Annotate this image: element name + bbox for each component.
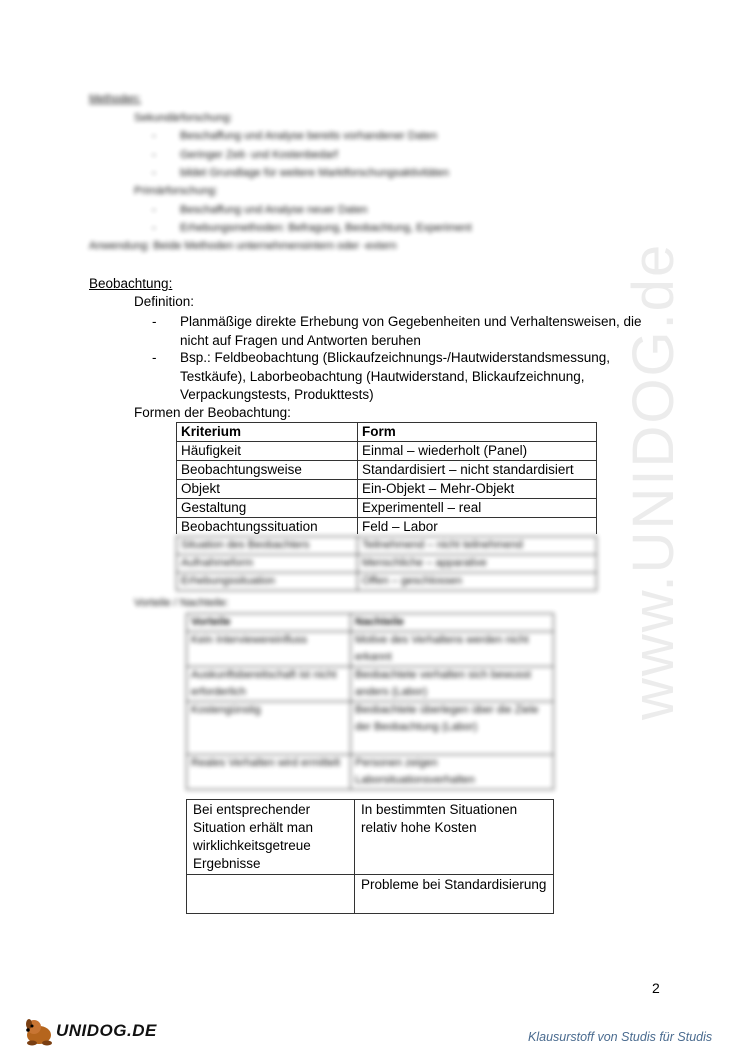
secondary-research-label: Sekundärforschung:	[134, 112, 233, 124]
definition-label: Definition:	[134, 294, 195, 309]
table-header-cell: Vorteile	[187, 614, 351, 632]
table-row	[177, 499, 597, 518]
primary-research-label: Primärforschung:	[134, 185, 218, 197]
forms-table	[176, 422, 597, 534]
table-cell: Menschliche – apparative	[358, 555, 597, 573]
blurred-line: Beschaffung und Analyse bereits vorhandener Daten	[180, 130, 438, 142]
blurred-line: Anwendung: Beide Methoden unternehmensintern oder -extern	[89, 240, 397, 252]
table-cell: Gestaltung	[177, 499, 358, 518]
table-row	[177, 480, 597, 499]
table-cell: Motive des Verhaltens werden nicht erkannt	[351, 632, 554, 667]
table-cell: Ein-Objekt – Mehr-Objekt	[358, 480, 597, 499]
table-row	[177, 461, 597, 480]
table-cell: Bei entsprechender Situation erhält man wirklichkeitsgetreue Ergebnisse	[187, 800, 355, 875]
table-cell: Beobachtete verhalten sich bewusst anders (Labor)	[351, 667, 554, 702]
logo-text: UNIDOG.DE	[56, 1021, 157, 1040]
watermark: www.UNIDOG.de	[621, 242, 686, 720]
table-row	[187, 755, 554, 790]
table-cell: Erhebungssituation	[177, 573, 358, 591]
table-cell: Probleme bei Standardisierung	[355, 875, 554, 914]
blurred-line: bildet Grundlage für weitere Marktforschungsaktivitäten	[180, 167, 450, 179]
table-cell: Objekt	[177, 480, 358, 499]
bullet-dash: -	[152, 314, 157, 329]
table-cell: In bestimmten Situationen relativ hohe Kosten	[355, 800, 554, 875]
table-header-cell: Nachteile	[351, 614, 554, 632]
footer-tagline: Klausurstoff von Studis für Studis	[528, 1030, 713, 1044]
table-cell: Beobachtete überlegen über die Ziele der Beobachtung (Labor)	[351, 702, 554, 755]
table-cell	[187, 875, 355, 914]
observation-heading: Beobachtung:	[89, 276, 173, 291]
table-row	[187, 702, 554, 755]
table-row	[187, 667, 554, 702]
blurred-line: -	[152, 204, 156, 216]
table-cell: Experimentell – real	[358, 499, 597, 518]
bullet-text: Planmäßige direkte Erhebung von Gegebenheiten und Verhaltensweisen, die nicht auf Fragen und Antworten beruhen	[180, 314, 642, 348]
table-cell: Kein Interviewereinfluss	[187, 632, 351, 667]
forms-table-blurred	[176, 536, 597, 591]
table-cell: Feld – Labor	[358, 518, 597, 535]
forms-table-clip	[176, 422, 600, 534]
forms-label: Formen der Beobachtung:	[134, 405, 291, 420]
blurred-line: -	[152, 222, 156, 234]
table-cell: Standardisiert – nicht standardisiert	[358, 461, 597, 480]
table-cell: Auskunftsbereitschaft ist nicht erforderlich	[187, 667, 351, 702]
proscons-table-blurred	[186, 613, 554, 790]
blurred-line: -	[152, 149, 156, 161]
table-row	[187, 632, 554, 667]
table-cell: Kostengünstig	[187, 702, 351, 755]
bullet-text: Bsp.: Feldbeobachtung (Blickaufzeichnungs-/Hautwiderstandsmessung, Testkäufe), Laborbeobachtung (Hautwiderstand, Blickaufzeichnung, Verpackungstests, Produkttests)	[180, 350, 610, 402]
table-header-cell: Kriterium	[177, 423, 358, 442]
blurred-line: Erhebungsmethoden: Befragung, Beobachtung, Experiment	[180, 222, 472, 234]
table-cell: Beobachtungssituation	[177, 518, 358, 535]
table-row	[187, 875, 554, 914]
table-header-cell: Form	[358, 423, 597, 442]
table-cell: Teilnehmend – nicht teilnehmend	[358, 537, 597, 555]
page-number: 2	[652, 980, 660, 996]
table-row	[187, 800, 554, 875]
unidog-logo	[22, 1015, 157, 1047]
table-row	[177, 555, 597, 573]
table-cell: Einmal – wiederholt (Panel)	[358, 442, 597, 461]
table-row	[177, 573, 597, 591]
table-row	[177, 518, 597, 535]
table-row	[177, 442, 597, 461]
blurred-line: -	[152, 167, 156, 179]
blurred-line: -	[152, 130, 156, 142]
methods-heading: Methoden:	[89, 93, 141, 105]
table-cell: Personen zeigen Laborsituationsverhalten	[351, 755, 554, 790]
table-cell: Aufnahmeform	[177, 555, 358, 573]
table-cell: Situation des Beobachters	[177, 537, 358, 555]
table-cell: Häufigkeit	[177, 442, 358, 461]
blurred-line: Geringer Zeit- und Kostenbedarf	[180, 149, 338, 161]
dog-mascot-icon	[22, 1015, 56, 1047]
table-cell: Reales Verhalten wird ermittelt	[187, 755, 351, 790]
table-cell: Offen – geschlossen	[358, 573, 597, 591]
proscons-label: Vorteile / Nachteile:	[134, 597, 229, 609]
blurred-line: Beschaffung und Analyse neuer Daten	[180, 204, 368, 216]
table-cell: Beobachtungsweise	[177, 461, 358, 480]
table-row	[177, 537, 597, 555]
proscons-table	[186, 799, 554, 914]
table-row	[177, 423, 597, 442]
bullet-dash: -	[152, 350, 157, 365]
table-row	[187, 614, 554, 632]
